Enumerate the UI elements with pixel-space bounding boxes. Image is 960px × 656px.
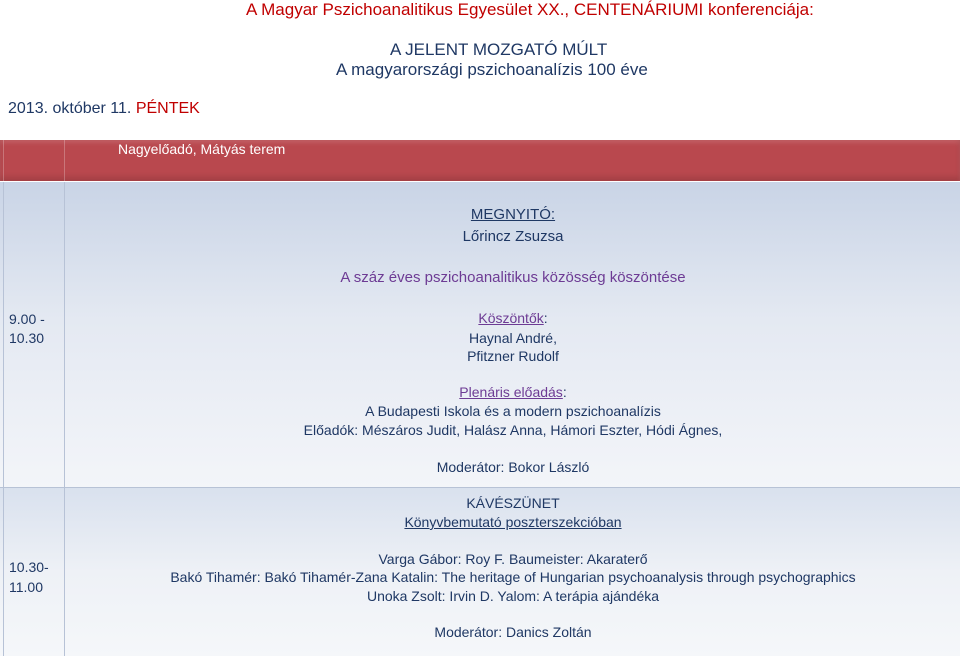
plenary-colon: : [562, 384, 567, 400]
opening-person: Lőrincz Zsuzsa [462, 228, 564, 245]
presenters: Előadók: Mészáros Judit, Halász Anna, Hámori Eszter, Hódi Ágnes, [303, 422, 723, 438]
table-column-divider [64, 182, 65, 656]
bar-divider [3, 140, 4, 181]
plenary-label [66, 383, 960, 401]
greeting-title: A száz éves pszichoanalitikus közösség köszöntése [340, 269, 686, 286]
greeter-1: Haynal André, [469, 330, 557, 346]
bar-divider [64, 140, 65, 181]
book-3: Unoka Zsolt: Irvin D. Yalom: A terápia ajándéka [366, 588, 660, 604]
event-date [8, 100, 200, 118]
greeters-label [66, 309, 960, 327]
table-row-divider [0, 487, 960, 488]
greeter-2: Pfitzner Rudolf [467, 348, 559, 364]
book-presentation-text: Könyvbemutató poszterszekcióban [404, 514, 622, 530]
session-1-time-end: 10.30 [9, 330, 45, 346]
book-presentation-label [66, 513, 960, 531]
session-1-time-start: 9.00 - [9, 311, 45, 327]
conference-title: A Magyar Pszichoanalitikus Egyesület XX., CENTENÁRIUMI konferenciája: [246, 0, 814, 19]
greeters-colon: : [543, 310, 548, 326]
book-1: Varga Gábor: Roy F. Baumeister: Akaraterő [378, 551, 648, 567]
greeters-label-text: Köszöntők [478, 310, 544, 326]
session-2-time-start: 10.30- [9, 559, 49, 575]
plenary-label-text: Plenáris előadás [459, 384, 563, 400]
break-label: KÁVÉSZÜNET [466, 495, 560, 511]
moderator-1: Moderátor: Bokor László [436, 459, 590, 475]
day-text: PÉNTEK [135, 100, 200, 117]
room-label: Nagyelőadó, Mátyás terem [118, 141, 286, 157]
table-border [3, 182, 4, 656]
main-title: A JELENT MOZGATÓ MÚLT [390, 40, 608, 59]
date-text: 2013. október 11. [8, 100, 132, 117]
opening-label-text: MEGNYITÓ: [470, 206, 556, 223]
moderator-2: Moderátor: Danics Zoltán [434, 624, 592, 640]
plenary-title: A Budapesti Iskola és a modern pszichoanalízis [365, 403, 661, 419]
opening-label [66, 206, 960, 224]
book-2: Bakó Tihamér: Bakó Tihamér-Zana Katalin: The heritage of Hungarian psychoanalysis through psychographics [170, 569, 856, 585]
session-2-time-end: 11.00 [9, 579, 43, 595]
main-subtitle: A magyarországi pszichoanalízis 100 éve [336, 60, 648, 79]
